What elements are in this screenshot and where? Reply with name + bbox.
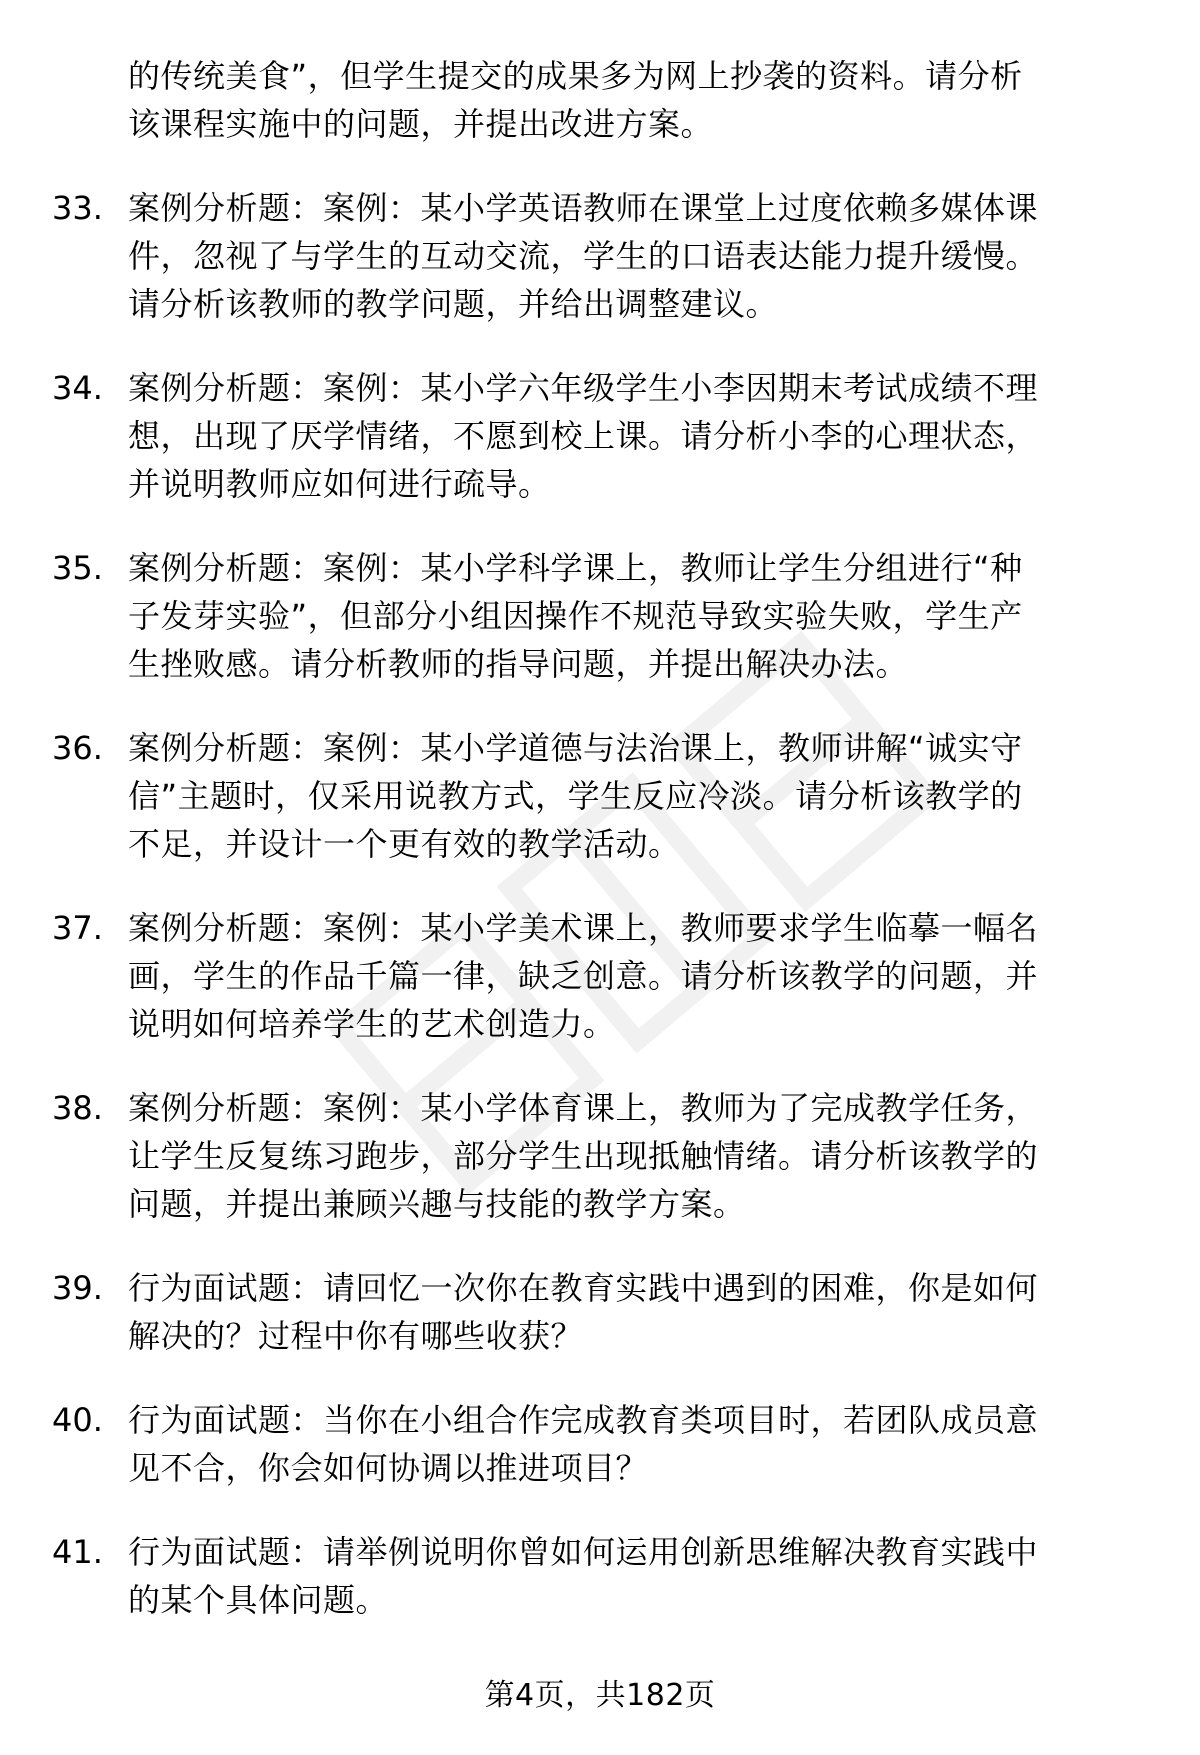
question-line: 案例分析题：案例：某小学体育课上，教师为了完成教学任务， <box>128 1089 1039 1127</box>
question-34 <box>52 364 1142 508</box>
question-number: 38. <box>52 1089 103 1127</box>
question-number: 37. <box>52 909 103 947</box>
question-35 <box>52 544 1142 688</box>
question-line: 问题，并提出兼顾兴趣与技能的教学方案。 <box>128 1185 746 1223</box>
question-line: 生挫败感。请分析教师的指导问题，并提出解决办法。 <box>128 645 909 683</box>
question-number: 33. <box>52 189 103 227</box>
question-line: 并说明教师应如何进行疏导。 <box>128 465 551 503</box>
question-line: 行为面试题：请回忆一次你在教育实践中遇到的困难，你是如何 <box>128 1269 1039 1307</box>
question-40 <box>52 1396 1142 1492</box>
question-line: 案例分析题：案例：某小学道德与法治课上，教师讲解“诚实守 <box>128 729 1023 767</box>
question-number: 35. <box>52 549 103 587</box>
question-number: 41. <box>52 1533 103 1571</box>
question-41 <box>52 1528 1142 1624</box>
question-line: 案例分析题：案例：某小学美术课上，教师要求学生临摹一幅名 <box>128 909 1039 947</box>
intro-continuation <box>52 52 1142 148</box>
question-line: 件，忽视了与学生的互动交流，学生的口语表达能力提升缓慢。 <box>128 237 1039 275</box>
question-line: 画，学生的作品千篇一律，缺乏创意。请分析该教学的问题，并 <box>128 957 1039 995</box>
question-line: 行为面试题：当你在小组合作完成教育类项目时，若团队成员意 <box>128 1401 1039 1439</box>
page-footer: 第4页，共182页 <box>484 1678 716 1713</box>
document-body <box>52 52 1142 1624</box>
question-number: 39. <box>52 1269 103 1307</box>
intro-line: 该课程实施中的问题，并提出改进方案。 <box>128 105 714 143</box>
question-line: 请分析该教师的教学问题，并给出调整建议。 <box>128 285 779 323</box>
question-number: 36. <box>52 729 103 767</box>
question-number: 34. <box>52 369 103 407</box>
question-line: 案例分析题：案例：某小学六年级学生小李因期末考试成绩不理 <box>128 369 1039 407</box>
question-36 <box>52 724 1142 868</box>
question-line: 想，出现了厌学情绪，不愿到校上课。请分析小李的心理状态， <box>128 417 1039 455</box>
question-line: 信”主题时，仅采用说教方式，学生反应冷淡。请分析该教学的 <box>128 777 1023 815</box>
intro-line: 的传统美食”，但学生提交的成果多为网上抄袭的资料。请分析 <box>128 57 1023 95</box>
question-line: 说明如何培养学生的艺术创造力。 <box>128 1005 616 1043</box>
question-line: 的某个具体问题。 <box>128 1581 389 1619</box>
question-line: 案例分析题：案例：某小学科学课上，教师让学生分组进行“种 <box>128 549 1023 587</box>
question-38 <box>52 1084 1142 1228</box>
question-33 <box>52 184 1142 328</box>
question-39 <box>52 1264 1142 1360</box>
question-line: 行为面试题：请举例说明你曾如何运用创新思维解决教育实践中 <box>128 1533 1039 1571</box>
question-number: 40. <box>52 1401 103 1439</box>
question-line: 案例分析题：案例：某小学英语教师在课堂上过度依赖多媒体课 <box>128 189 1039 227</box>
question-line: 让学生反复练习跑步，部分学生出现抵触情绪。请分析该教学的 <box>128 1137 1039 1175</box>
question-37 <box>52 904 1142 1048</box>
question-line: 见不合，你会如何协调以推进项目？ <box>128 1449 649 1487</box>
question-line: 解决的？过程中你有哪些收获？ <box>128 1317 584 1355</box>
question-line: 不足，并设计一个更有效的教学活动。 <box>128 825 681 863</box>
question-line: 子发芽实验”，但部分小组因操作不规范导致实验失败，学生产 <box>128 597 1023 635</box>
